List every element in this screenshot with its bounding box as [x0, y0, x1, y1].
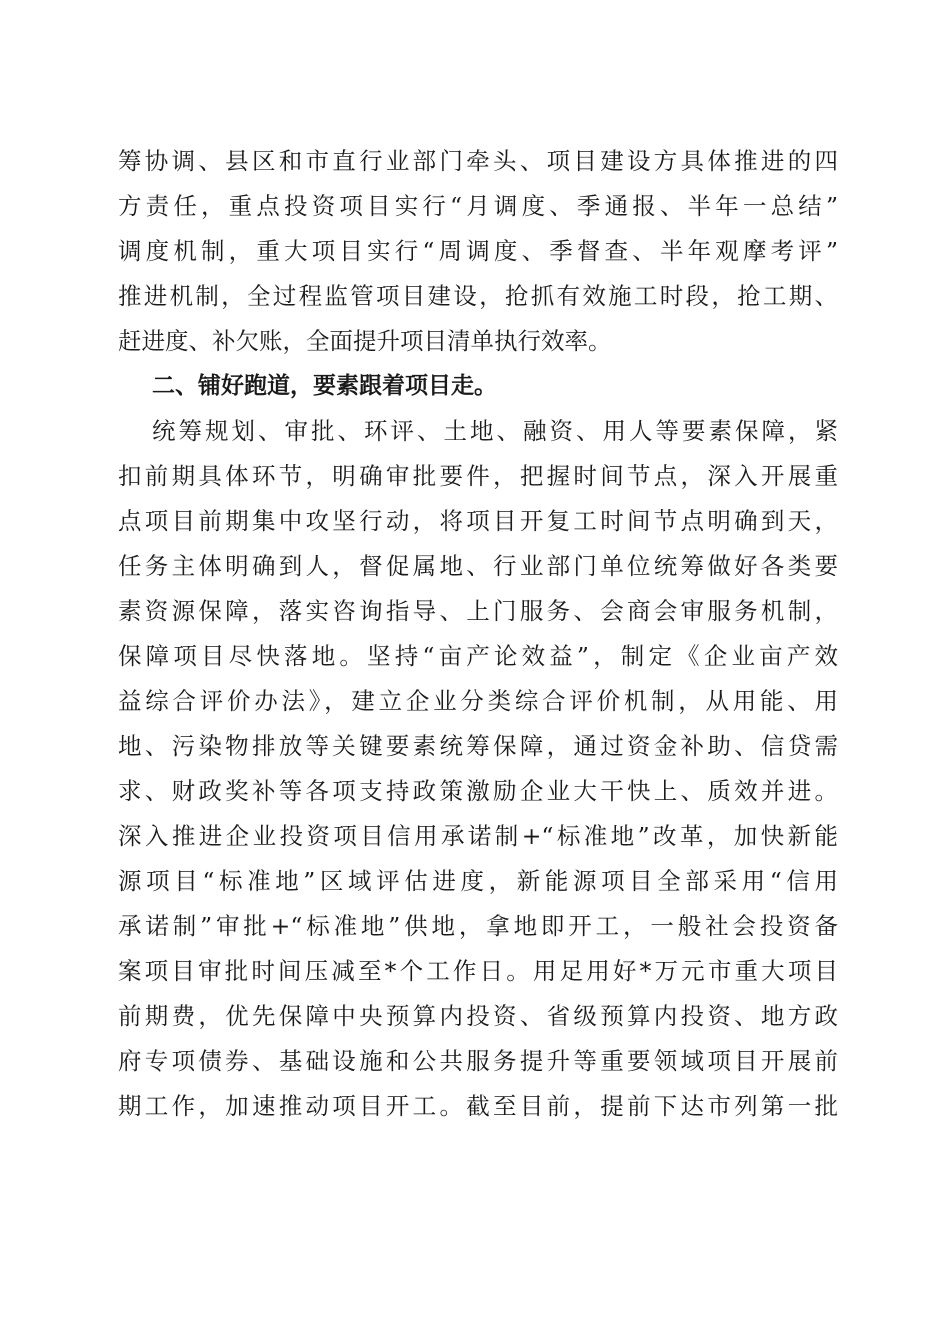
paragraph-line: 任务主体明确到人，督促属地、行业部门单位统筹做好各类要	[118, 552, 838, 580]
paragraph-line: 案项目审批时间压减至*个工作日。用足用好*万元市重大项目	[118, 957, 838, 985]
paragraph-line: 素资源保障，落实咨询指导、上门服务、会商会审服务机制，	[118, 597, 838, 625]
paragraph-line: 前期费，优先保障中央预算内投资、省级预算内投资、地方政	[118, 1002, 838, 1030]
paragraph-line: 调度机制，重大项目实行“周调度、季督查、半年观摩考评”	[118, 237, 838, 265]
paragraph-line: 推进机制，全过程监管项目建设，抢抓有效施工时段，抢工期、	[118, 282, 838, 310]
paragraph-line: 求、财政奖补等各项支持政策激励企业大干快上、质效并进。	[118, 777, 838, 805]
paragraph-line: 扣前期具体环节，明确审批要件，把握时间节点，深入开展重	[118, 462, 838, 490]
section-heading: 二、铺好跑道，要素跟着项目走。	[152, 373, 497, 399]
paragraph-line: 统筹规划、审批、环评、土地、融资、用人等要素保障，紧	[152, 417, 838, 445]
paragraph-line: 地、污染物排放等关键要素统筹保障，通过资金补助、信贷需	[118, 732, 838, 760]
paragraph-line: 方责任，重点投资项目实行“月调度、季通报、半年一总结”	[118, 192, 838, 220]
paragraph-line: 保障项目尽快落地。坚持“亩产论效益”，制定《企业亩产效	[118, 642, 838, 670]
paragraph-line: 点项目前期集中攻坚行动，将项目开复工时间节点明确到天，	[118, 507, 838, 535]
paragraph-line: 承诺制”审批+“标准地”供地，拿地即开工，一般社会投资备	[118, 912, 838, 940]
paragraph-line: 赶进度、补欠账，全面提升项目清单执行效率。	[118, 327, 612, 355]
paragraph-line: 筹协调、县区和市直行业部门牵头、项目建设方具体推进的四	[118, 147, 838, 175]
paragraph-line: 期工作，加速推动项目开工。截至目前，提前下达市列第一批	[118, 1092, 838, 1120]
paragraph-line: 源项目“标准地”区域评估进度，新能源项目全部采用“信用	[118, 867, 838, 895]
document-body	[118, 139, 838, 1129]
paragraph-line: 府专项债券、基础设施和公共服务提升等重要领域项目开展前	[118, 1047, 838, 1075]
paragraph-line: 深入推进企业投资项目信用承诺制+“标准地”改革，加快新能	[118, 822, 838, 850]
paragraph-line: 益综合评价办法》，建立企业分类综合评价机制，从用能、用	[118, 687, 838, 715]
